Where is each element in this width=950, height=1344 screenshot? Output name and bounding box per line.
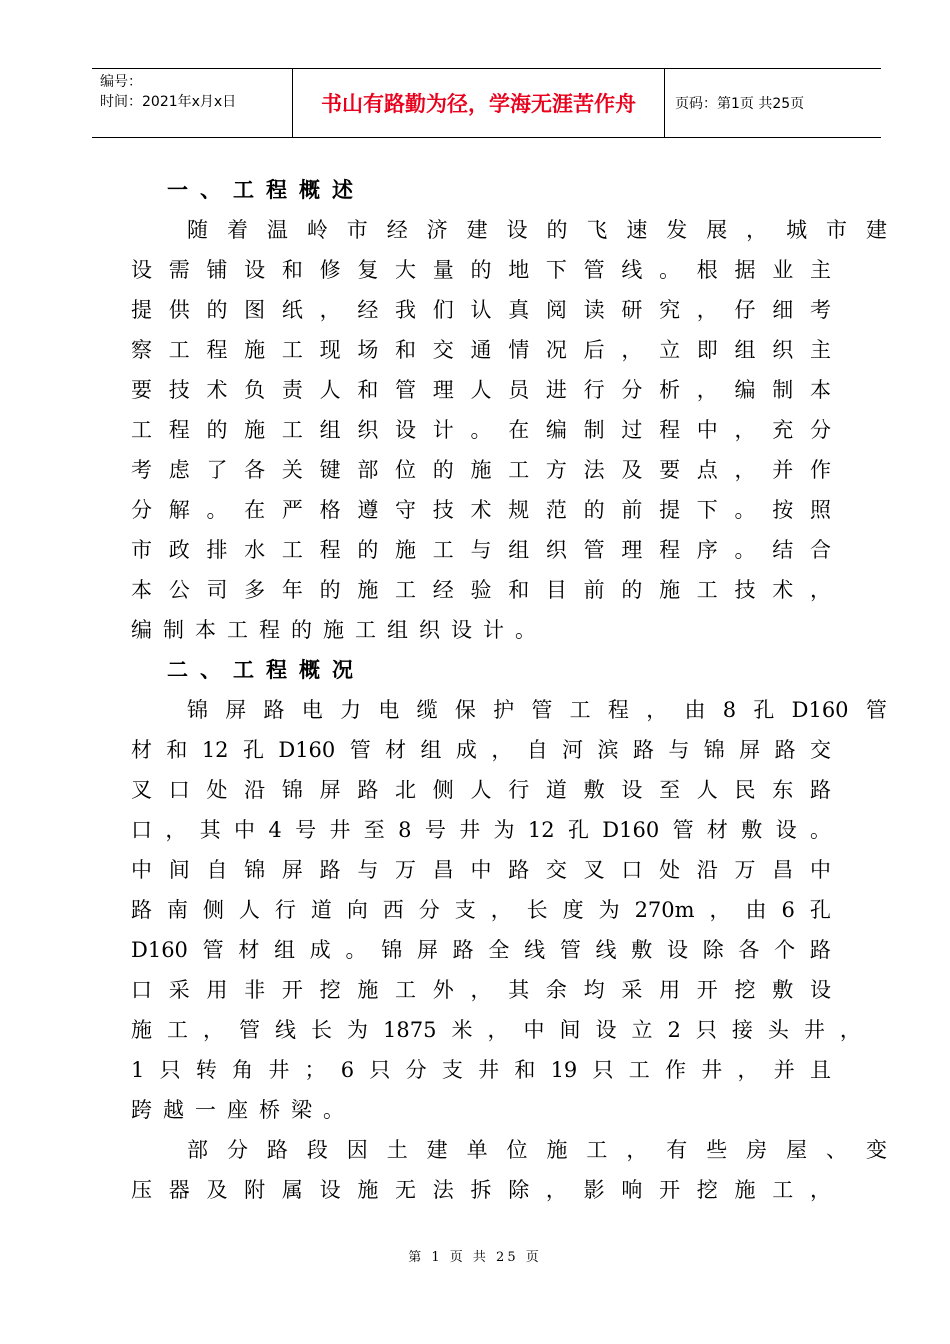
text-line: 分 解 。 在 严 格 遵 守 技 术 规 范 的 前 提 下 。 按 照 (131, 498, 831, 522)
section-heading-2: 二、工程概况 (167, 657, 365, 682)
text-line: 提 供 的 图 纸 ， 经 我 们 认 真 阅 读 研 究 ， 仔 细 考 (131, 298, 831, 322)
text-line: 施 工 ， 管 线 长 为 1875 米 ， 中 间 设 立 2 只 接 头 井 ， (131, 1018, 861, 1042)
paragraph-overview (131, 210, 887, 650)
text-line: 压 器 及 附 属 设 施 无 法 拆 除 ， 影 响 开 挖 施 工 ， (131, 1178, 831, 1202)
text-line: 叉 口 处 沿 锦 屏 路 北 侧 人 行 道 敷 设 至 人 民 东 路 (131, 778, 831, 802)
number-label: 编号： (100, 74, 142, 90)
text-line: 口 ， 其 中 4 号 井 至 8 号 井 为 12 孔 D160 管 材 敷 设 。 (131, 818, 831, 842)
text-line: 材 和 12 孔 D160 管 材 组 成 ， 自 河 滨 路 与 锦 屏 路 交 (131, 738, 831, 762)
motto-text: 书山有路勤为径，学海无涯苦作舟 (321, 92, 636, 116)
text-line: 本 公 司 多 年 的 施 工 经 验 和 目 前 的 施 工 技 术 ， (131, 578, 831, 602)
text-line: 部 分 路 段 因 土 建 单 位 施 工 ， 有 些 房 屋 、 变 (187, 1138, 887, 1162)
text-line: 市 政 排 水 工 程 的 施 工 与 组 织 管 理 程 序 。 结 合 (131, 538, 831, 562)
document-header (92, 68, 881, 138)
section-heading-1: 一、工程概述 (167, 177, 365, 202)
header-motto-cell (293, 69, 665, 137)
text-line: 随 着 温 岭 市 经 济 建 设 的 飞 速 发 展 ， 城 市 建 (187, 218, 887, 242)
text-line: 编制本工程的施工组织设计。 (131, 618, 547, 642)
text-line: 路 南 侧 人 行 道 向 西 分 支 ， 长 度 为 270m ， 由 6 孔 (131, 898, 831, 922)
text-line: 锦 屏 路 电 力 电 缆 保 护 管 工 程 ， 由 8 孔 D160 管 (187, 698, 887, 722)
document-body (131, 170, 887, 1210)
text-line: 中 间 自 锦 屏 路 与 万 昌 中 路 交 叉 口 处 沿 万 昌 中 (131, 858, 831, 882)
text-line: 考 虑 了 各 关 键 部 位 的 施 工 方 法 及 要 点 ， 并 作 (131, 458, 831, 482)
paragraph-site-conditions (131, 1130, 887, 1210)
text-line: 设 需 铺 设 和 修 复 大 量 的 地 下 管 线 。 根 据 业 主 (131, 258, 831, 282)
text-line: D160 管 材 组 成 。 锦 屏 路 全 线 管 线 敷 设 除 各 个 路 (131, 938, 831, 962)
header-meta (92, 69, 293, 137)
paragraph-project-summary (131, 690, 887, 1130)
text-line: 察 工 程 施 工 现 场 和 交 通 情 况 后 ， 立 即 组 织 主 (131, 338, 831, 362)
text-line: 1 只 转 角 井 ； 6 只 分 支 井 和 19 只 工 作 井 ， 并 且 (131, 1058, 831, 1082)
page-footer: 第 1 页 共 25 页 (408, 1250, 542, 1265)
header-page-info (665, 69, 881, 137)
text-line: 要 技 术 负 责 人 和 管 理 人 员 进 行 分 析 ， 编 制 本 (131, 378, 831, 402)
text-line: 工 程 的 施 工 组 织 设 计 。 在 编 制 过 程 中 ， 充 分 (131, 418, 831, 442)
page-info-text: 页码：第1页 共25页 (675, 96, 805, 112)
time-label: 时间：2021年x月x日 (100, 94, 237, 110)
text-line: 口 采 用 非 开 挖 施 工 外 ， 其 余 均 采 用 开 挖 敷 设 (131, 978, 831, 1002)
text-line: 跨越一座桥梁。 (131, 1098, 355, 1122)
